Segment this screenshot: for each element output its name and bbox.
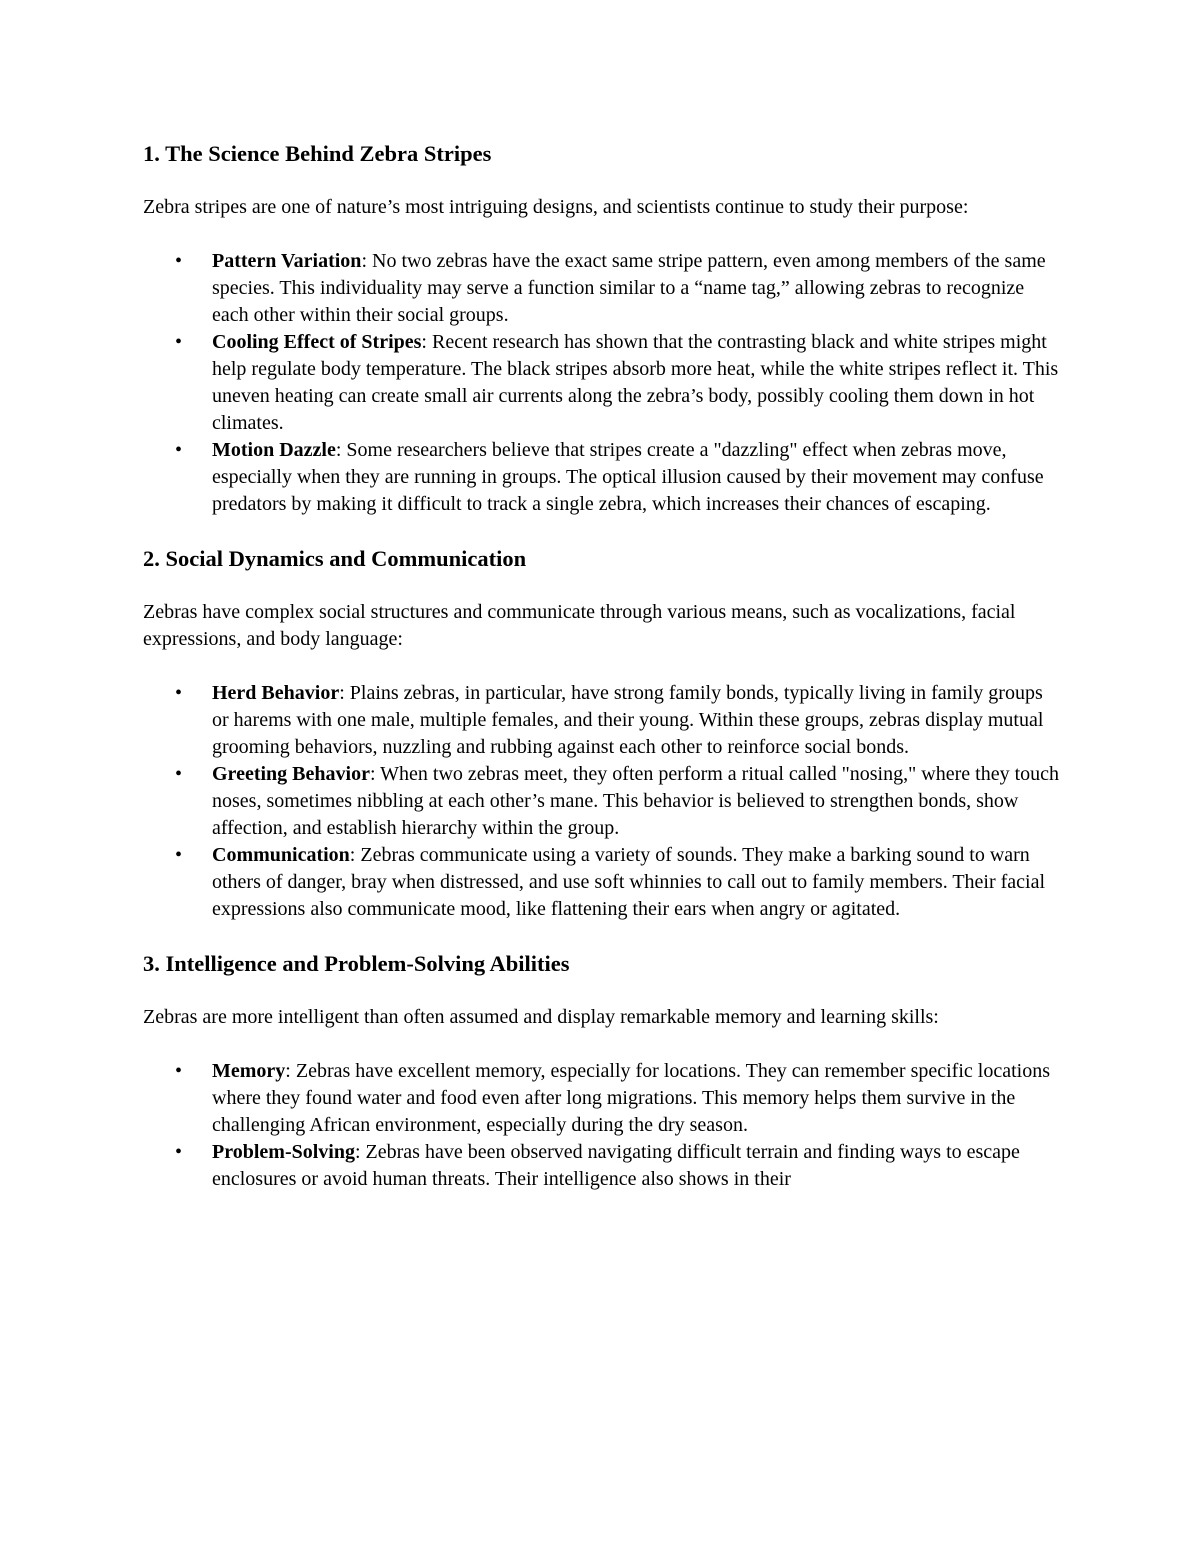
bullet-icon: •: [175, 1060, 183, 1082]
list-item: [143, 842, 1063, 923]
item-text: : No two zebras have the exact same stripe pattern, even among members of the same species. This individuality may serve a function similar to a “name tag,” allowing zebras to recognize each other within their social groups.: [212, 250, 1046, 326]
item-term: Memory: [212, 1060, 286, 1082]
item-term: Problem-Solving: [212, 1141, 355, 1163]
section-intro: Zebras are more intelligent than often assumed and display remarkable memory and learning skills:: [143, 1006, 939, 1028]
item-term: Communication: [212, 844, 350, 866]
item-term: Pattern Variation: [212, 250, 362, 272]
bullet-icon: •: [175, 844, 183, 866]
item-text: : When two zebras meet, they often perform a ritual called "nosing," where they touch noses, sometimes nibbling at each other’s mane. This behavior is believed to strengthen bonds, show affection, and establish hierarchy within the group.: [212, 763, 1060, 839]
list-item: [143, 1058, 1063, 1139]
list-item: [143, 1139, 1063, 1193]
bullet-icon: •: [175, 1141, 183, 1163]
list-item: [143, 437, 1063, 518]
bullet-list: [143, 248, 1063, 518]
item-text: : Zebras have excellent memory, especially for locations. They can remember specific locations where they found water and food even after long migrations. This memory helps them survive in the challenging African environment, especially during the dry season.: [212, 1060, 1050, 1136]
item-text: : Plains zebras, in particular, have strong family bonds, typically living in family groups or harems with one male, multiple females, and their young. Within these groups, zebras display mutual grooming behaviors, nuzzling and rubbing against each other to reinforce social bonds.: [212, 682, 1044, 758]
item-text: : Recent research has shown that the contrasting black and white stripes might help regulate body temperature. The black stripes absorb more heat, while the white stripes reflect it. This uneven heating can create small air currents along the zebra’s body, possibly cooling them down in hot climates.: [212, 331, 1059, 434]
item-text: : Zebras have been observed navigating difficult terrain and finding ways to escape enclosures or avoid human threats. Their intelligence also shows in their: [212, 1141, 1020, 1190]
bullet-icon: •: [175, 331, 183, 353]
section-intro: Zebras have complex social structures and communicate through various means, such as vocalizations, facial expressions, and body language:: [143, 601, 1016, 650]
section-zebra-stripes: [143, 140, 1063, 518]
section-heading: 1. The Science Behind Zebra Stripes: [143, 141, 492, 166]
section-heading: 3. Intelligence and Problem-Solving Abilities: [143, 951, 570, 976]
item-term: Herd Behavior: [212, 682, 340, 704]
bullet-list: [143, 1058, 1063, 1193]
item-text: : Zebras communicate using a variety of sounds. They make a barking sound to warn others of danger, bray when distressed, and use soft whinnies to call out to family members. Their facial expressions also communicate mood, like flattening their ears when angry or agitated.: [212, 844, 1046, 920]
bullet-icon: •: [175, 682, 183, 704]
list-item: [143, 248, 1063, 329]
section-social-dynamics: [143, 545, 1063, 923]
document-page: [143, 140, 1063, 1193]
list-item: [143, 761, 1063, 842]
list-item: [143, 329, 1063, 437]
section-heading: 2. Social Dynamics and Communication: [143, 546, 527, 571]
item-term: Cooling Effect of Stripes: [212, 331, 422, 353]
section-intelligence: [143, 950, 1063, 1193]
bullet-icon: •: [175, 439, 183, 461]
item-text: : Some researchers believe that stripes create a "dazzling" effect when zebras move, especially when they are running in groups. The optical illusion caused by their movement may confuse predators by making it difficult to track a single zebra, which increases their chances of escaping.: [212, 439, 1044, 515]
bullet-icon: •: [175, 763, 183, 785]
item-term: Motion Dazzle: [212, 439, 336, 461]
section-intro: Zebra stripes are one of nature’s most intriguing designs, and scientists continue to study their purpose:: [143, 196, 969, 218]
item-term: Greeting Behavior: [212, 763, 370, 785]
bullet-list: [143, 680, 1063, 923]
list-item: [143, 680, 1063, 761]
bullet-icon: •: [175, 250, 183, 272]
